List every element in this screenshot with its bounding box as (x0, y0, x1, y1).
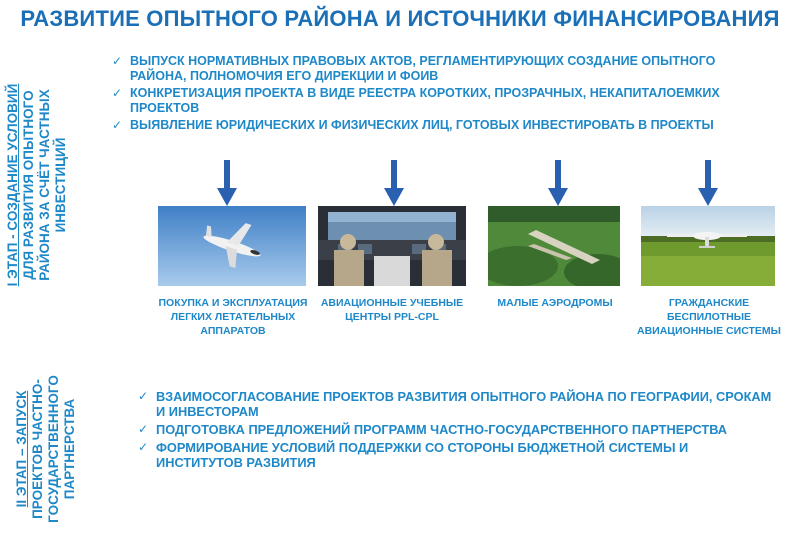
caption-line: ГРАЖДАНСКИЕ (668, 297, 750, 309)
stage1-bullet-list (112, 54, 772, 135)
caption-line: АВИАЦИОННЫЕ СИСТЕМЫ (637, 325, 781, 337)
stage1-label (5, 55, 71, 315)
stage1-label-line: ДЛЯ РАЗВИТИЯ ОПЫТНОГО (21, 90, 36, 280)
caption-uav-systems (630, 296, 788, 338)
down-arrow-icon (217, 160, 237, 206)
bullet-text: КОНКРЕТИЗАЦИЯ ПРОЕКТА В ВИДЕ РЕЕСТРА КОРОТКИХ, ПРОЗРАЧНЫХ, НЕКАПИТАЛОЕМКИХ ПРОЕКТОВ (130, 86, 720, 115)
list-item (138, 389, 778, 419)
stage1-label-line: РАЙОНА ЗА СЧЁТ ЧАСТНЫХ (37, 89, 52, 281)
civil-uav-photo (641, 206, 775, 286)
page-title: РАЗВИТИЕ ОПЫТНОГО РАЙОНА И ИСТОЧНИКИ ФИНАНСИРОВАНИЯ (20, 6, 780, 31)
flight-simulator-photo (318, 206, 466, 286)
check-icon: ✓ (138, 422, 149, 436)
list-item (138, 440, 778, 470)
stage2-label (14, 349, 77, 549)
caption-line: ЛЕГКИХ ЛЕТАТЕЛЬНЫХ АППАРАТОВ (170, 311, 296, 337)
check-icon: ✓ (112, 54, 123, 68)
caption-airfields (482, 296, 628, 310)
bullet-text: ПОДГОТОВКА ПРЕДЛОЖЕНИЙ ПРОГРАММ ЧАСТНО-ГОСУДАРСТВЕННОГО ПАРТНЕРСТВА (156, 422, 728, 437)
list-item (112, 54, 772, 84)
down-arrow-icon (698, 160, 718, 206)
caption-line: МАЛЫЕ АЭРОДРОМЫ (497, 297, 613, 309)
bullet-text: ФОРМИРОВАНИЕ УСЛОВИЙ ПОДДЕРЖКИ СО СТОРОНЫ БЮДЖЕТНОЙ СИСТЕМЫ И ИНСТИТУТОВ РАЗВИТИЯ (156, 440, 689, 470)
stage2-label-line: ПАРТНЕРСТВА (62, 398, 77, 500)
light-aircraft-photo (158, 206, 306, 286)
check-icon: ✓ (138, 440, 149, 454)
bullet-text: ВЗАИМОСОГЛАСОВАНИЕ ПРОЕКТОВ РАЗВИТИЯ ОПЫТНОГО РАЙОНА ПО ГЕОГРАФИИ, СРОКАМ И ИНВЕСТОРАМ (156, 389, 772, 419)
list-item (138, 422, 778, 437)
stage2-label-line: ГОСУДАРСТВЕННОГО (46, 375, 61, 523)
check-icon: ✓ (112, 118, 123, 132)
bullet-text: ВЫЯВЛЕНИЕ ЮРИДИЧЕСКИХ И ФИЗИЧЕСКИХ ЛИЦ, ГОТОВЫХ ИНВЕСТИРОВАТЬ В ПРОЕКТЫ (130, 118, 714, 132)
down-arrow-icon (548, 160, 568, 206)
caption-training-centers (318, 296, 466, 324)
caption-line: АВИАЦИОННЫЕ УЧЕБНЫЕ (320, 297, 464, 309)
caption-line: ПОКУПКА И ЭКСПЛУАТАЦИЯ (158, 297, 308, 309)
check-icon: ✓ (112, 86, 123, 100)
check-icon: ✓ (138, 389, 149, 403)
stage2-label-line: II ЭТАП – ЗАПУСК (14, 390, 29, 508)
list-item (112, 86, 772, 116)
stage1-label-line: I ЭТАП - СОЗДАНИЕ УСЛОВИЙ (5, 83, 20, 287)
caption-line: ЦЕНТРЫ PPL-CPL (345, 311, 439, 323)
stage2-label-line: ПРОЕКТОВ ЧАСТНО- (30, 379, 45, 519)
small-airfield-photo (488, 206, 620, 286)
down-arrow-icon (384, 160, 404, 206)
stage2-bullet-list (138, 389, 778, 473)
list-item (112, 118, 772, 133)
caption-line: БЕСПИЛОТНЫЕ (666, 311, 752, 323)
bullet-text: ВЫПУСК НОРМАТИВНЫХ ПРАВОВЫХ АКТОВ, РЕГЛАМЕНТИРУЮЩИХ СОЗДАНИЕ ОПЫТНОГО РАЙОНА, ПОЛНОМОЧИЯ ЕГО ДИРЕКЦИИ И ФОИВ (130, 54, 716, 83)
caption-light-aircraft (140, 296, 326, 338)
stage1-label-line: ИНВЕСТИЦИЙ (53, 137, 68, 233)
